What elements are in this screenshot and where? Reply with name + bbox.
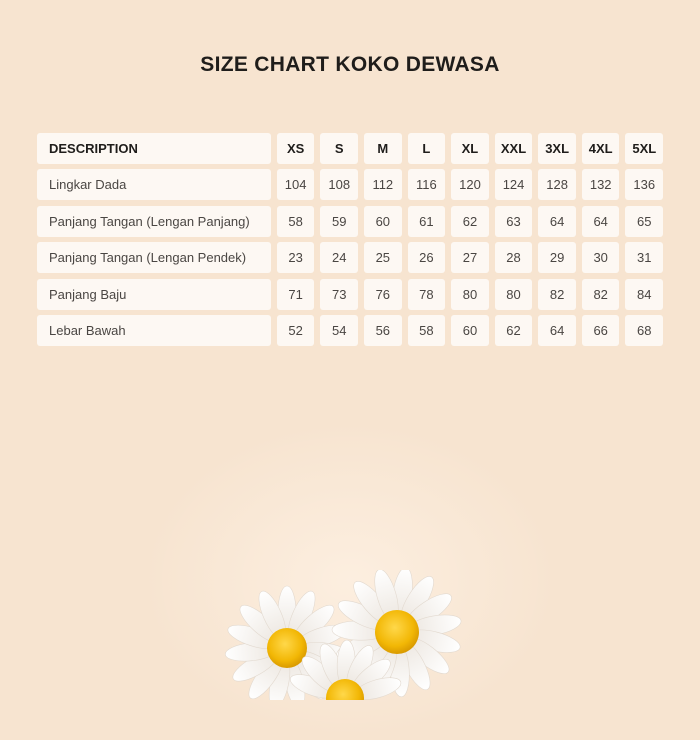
table-cell: 73 [320, 279, 358, 310]
table-row [37, 279, 663, 310]
table-cell: 76 [364, 279, 402, 310]
table-cell: 136 [625, 169, 663, 200]
table-cell: 124 [495, 169, 533, 200]
table-row [37, 169, 663, 200]
table-cell: 128 [538, 169, 576, 200]
row-label: Panjang Tangan (Lengan Pendek) [37, 242, 271, 273]
header-size-5xl: 5XL [625, 133, 663, 164]
table-cell: 58 [408, 315, 446, 346]
table-cell: 116 [408, 169, 446, 200]
row-label: Lingkar Dada [37, 169, 271, 200]
table-cell: 59 [320, 206, 358, 237]
row-label: Panjang Baju [37, 279, 271, 310]
table-header-row [37, 133, 663, 164]
table-cell: 64 [582, 206, 620, 237]
table-cell: 28 [495, 242, 533, 273]
daisy-flowers-image [215, 570, 495, 700]
table-cell: 82 [582, 279, 620, 310]
table-cell: 56 [364, 315, 402, 346]
row-label: Panjang Tangan (Lengan Panjang) [37, 206, 271, 237]
page-title: SIZE CHART KOKO DEWASA [200, 53, 500, 76]
table-cell: 30 [582, 242, 620, 273]
table-row [37, 206, 663, 237]
table-cell: 62 [451, 206, 489, 237]
table-cell: 31 [625, 242, 663, 273]
table-cell: 54 [320, 315, 358, 346]
table-cell: 63 [495, 206, 533, 237]
table-cell: 80 [495, 279, 533, 310]
table-cell: 60 [364, 206, 402, 237]
table-cell: 112 [364, 169, 402, 200]
table-cell: 71 [277, 279, 315, 310]
table-cell: 64 [538, 315, 576, 346]
table-cell: 52 [277, 315, 315, 346]
table-cell: 108 [320, 169, 358, 200]
table-cell: 68 [625, 315, 663, 346]
table-cell: 60 [451, 315, 489, 346]
table-cell: 27 [451, 242, 489, 273]
header-size-xs: XS [277, 133, 315, 164]
table-cell: 65 [625, 206, 663, 237]
header-description: DESCRIPTION [37, 133, 271, 164]
table-row [37, 315, 663, 346]
table-cell: 25 [364, 242, 402, 273]
header-size-s: S [320, 133, 358, 164]
table-cell: 62 [495, 315, 533, 346]
header-size-xl: XL [451, 133, 489, 164]
table-cell: 61 [408, 206, 446, 237]
row-label: Lebar Bawah [37, 315, 271, 346]
table-cell: 78 [408, 279, 446, 310]
table-cell: 26 [408, 242, 446, 273]
table-cell: 64 [538, 206, 576, 237]
table-cell: 80 [451, 279, 489, 310]
header-size-4xl: 4XL [582, 133, 620, 164]
table-cell: 23 [277, 242, 315, 273]
table-cell: 120 [451, 169, 489, 200]
table-cell: 29 [538, 242, 576, 273]
table-cell: 58 [277, 206, 315, 237]
size-chart-table [37, 133, 663, 351]
table-cell: 132 [582, 169, 620, 200]
table-cell: 84 [625, 279, 663, 310]
header-size-m: M [364, 133, 402, 164]
table-cell: 82 [538, 279, 576, 310]
table-cell: 104 [277, 169, 315, 200]
header-size-xxl: XXL [495, 133, 533, 164]
table-cell: 24 [320, 242, 358, 273]
header-size-3xl: 3XL [538, 133, 576, 164]
header-size-l: L [408, 133, 446, 164]
table-row [37, 242, 663, 273]
table-cell: 66 [582, 315, 620, 346]
